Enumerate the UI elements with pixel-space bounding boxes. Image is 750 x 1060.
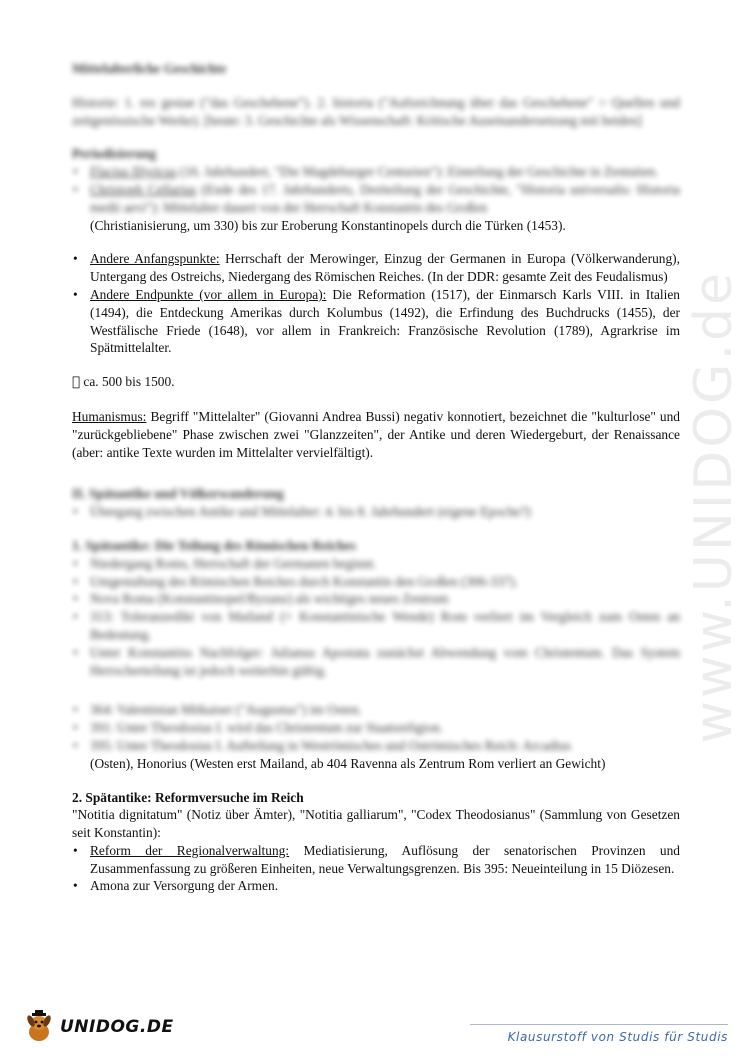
item395-continuation: (Osten), Honorius (Westen erst Mailand, ab 404 Ravenna als Zentrum Rom verliert an Gewicht) [90, 754, 606, 770]
footer-divider [470, 1024, 728, 1025]
list-item [72, 286, 680, 357]
item-text: Herrschaft der Merowinger, Einzug der Germanen in Europa (Völkerwanderung), Untergang des Ostreichs, Niedergang des Römischen Reiches. (In der DDR: gesamte Zeit des Feudalismus) [90, 251, 680, 285]
list-item: • 395: Unter Theodosius I. Aufteilung in Weströmisches und Oströmisches Reich: Arcadius [72, 737, 680, 755]
list-item [72, 842, 680, 878]
item-text: Mediatisierung, Auflösung der senatorischen Provinzen und Zusammenfassung zu größeren Einheiten, neue Verwaltungsgrenzen. Bis 395: Neueinteilung in 15 Diözesen. [90, 841, 680, 875]
blurred-top-section [72, 60, 680, 217]
document-page [72, 60, 680, 895]
sub1-list-b [72, 701, 680, 754]
list-item: • Amona zur Versorgung der Armen. [72, 877, 680, 895]
list-item: • Unter Konstantins Nachfolger: Julianus Apostata zunächst Abwendung vom Christentum. Das System Herrscherteilung ist jedoch weiterhin gültig. [72, 644, 680, 680]
intro-paragraph: Historie: 1. res gestae ("das Geschehene"). 2. historia ("Aufzeichnung über das Geschehene" > Quellen und zeitgenössische Werke). [heute: 3. Geschichte als Wissenschaft: Kritische Auseinandersetzung mit beiden] [72, 94, 680, 128]
footer-logo[interactable] [22, 1010, 174, 1044]
blurred-mid-section [72, 485, 680, 754]
list-item: • 313: Toleranzedikt von Mailand (= Konstantinische Wende) Rom verliert im Vergleich zum Osten an Bedeutung. [72, 608, 680, 644]
item-label: Flacius Illyricus [90, 164, 177, 180]
watermark: www.UNIDOG.de [684, 270, 744, 744]
endpoints-list [72, 250, 680, 357]
dog-mascot-icon [22, 1010, 56, 1044]
list-item: • Umgestaltung des Römischen Reiches durch Konstantin den Großen (306-337). [72, 573, 680, 591]
sub1-heading: 1. Spätantike: Die Teilung des Römischen Reiches [72, 536, 356, 552]
section2-list [72, 503, 680, 521]
result-line [72, 373, 680, 392]
item-label: Christoph Cellarius [90, 181, 197, 197]
reform-heading: 2. Spätantike: Reformversuche im Reich [72, 788, 304, 804]
cellarius-continuation: (Christianisierung, um 330) bis zur Eroberung Konstantinopels durch die Türken (1453). [90, 217, 566, 233]
list-item [72, 181, 680, 217]
list-item: • Nova Roma (Konstantinopel/Byzanz) als wichtiges neues Zentrum [72, 590, 680, 608]
humanismus-text: Begriff "Mittelalter" (Giovanni Andrea Bussi) negativ konnotiert, bezeichnet die "kulturlose" und "zurückgebliebene" Phase zwischen zwei "Glanzzeiten", der Antike und deren Wiedergeburt, der Renaissance (aber: antike Texte wurden im Mittelalter vervielfältigt). [72, 407, 680, 459]
list-item: • Übergang zwischen Antike und Mittelalter: 4. bis 8. Jahrhundert (eigene Epoche?) [72, 503, 680, 521]
item-label: Andere Endpunkte (vor allem in Europa): [90, 286, 327, 302]
item-text: (Ende des 17. Jahrhunderts, Dreiteilung der Geschichte, "Historia universalis: Historia medii aevi"): Mittelalter dauert von der Herrschaft Konstantin des Großen [90, 181, 680, 215]
arrow-box-icon [72, 374, 80, 392]
humanismus-paragraph [72, 408, 680, 461]
logo-text: UNIDOG.DE [60, 1017, 174, 1037]
footer-slogan: Klausurstoff von Studis für Studis [507, 1030, 728, 1044]
list-item: • 391: Unter Theodosius I. wird das Christentum zur Staatsreligion. [72, 719, 680, 737]
item-text: (16. Jahrhundert, "Die Magdeburger Centurien"): Einteilung der Geschichte in Zentutien. [176, 164, 659, 180]
periodisierung-list [72, 163, 680, 216]
section2-heading: II. Spätantike und Völkerwanderung [72, 485, 284, 501]
item-label: Reform der Regionalverwaltung: [90, 841, 290, 857]
result-text: ca. 500 bis 1500. [72, 374, 167, 390]
list-item [72, 163, 680, 181]
humanismus-label: Humanismus: [72, 407, 147, 423]
document-title: Mittelalterliche Geschichte [72, 61, 227, 76]
reform-intro: "Notitia dignitatum" (Notiz über Ämter), "Notitia galliarum", "Codex Theodosianus" (Sammlung von Gesetzen seit Konstantin): [72, 806, 680, 840]
reform-list [72, 842, 680, 895]
list-item: • Niedergang Roms, Herrschaft der Germanen beginnt. [72, 555, 680, 573]
periodisierung-heading: Periodisierung [72, 146, 157, 162]
list-item: • 364: Valentinian Mitkaiser ("Augustus") im Osten. [72, 701, 680, 719]
sub1-list [72, 555, 680, 680]
item-text: Die Reformation (1517), der Einmarsch Karls VIII. in Italien (1494), die Entdeckung Amerikas durch Kolumbus (1492), die Erfindung des Buchdrucks (1455), der Westfälische Friede (1648), vor allem in Frankreich: Französische Revolution (1789), Agrarkrise im Spätmittelalter. [90, 286, 680, 356]
list-item [72, 250, 680, 286]
item-label: Andere Anfangspunkte: [90, 251, 220, 267]
